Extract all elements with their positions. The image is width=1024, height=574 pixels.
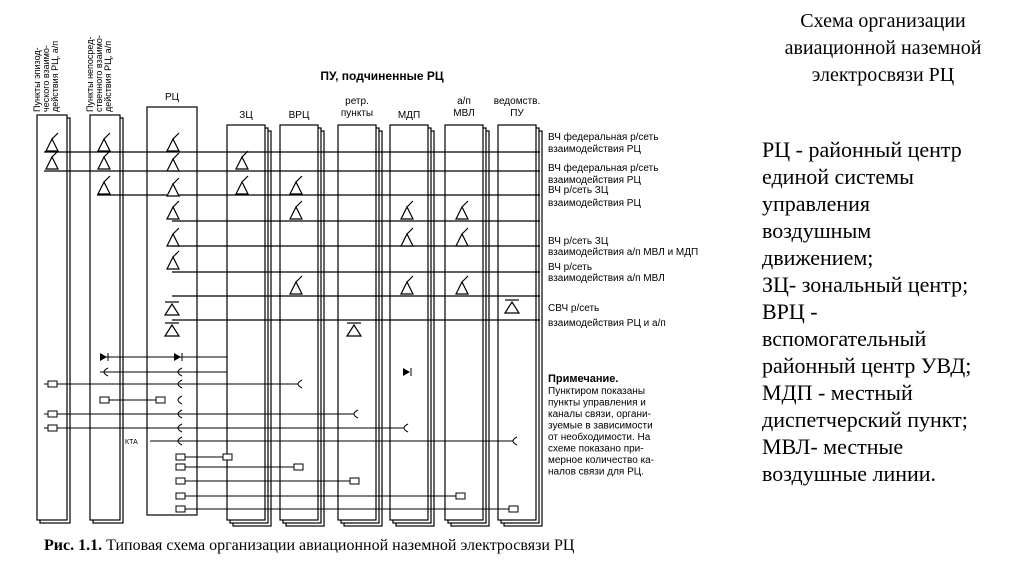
definition-line: РЦ - районный центр	[762, 137, 962, 162]
terminal-box-icon	[509, 506, 518, 512]
terminal-box-icon	[456, 493, 465, 499]
definition-line: МДП - местный	[762, 380, 913, 405]
definition-line: ЗЦ- зональный центр;	[762, 272, 969, 297]
terminal-box-icon	[176, 506, 185, 512]
network-label: ВЧ р/сеть ЗЦ	[548, 236, 609, 247]
episodic-points-rail	[37, 115, 67, 520]
note-line: каналы связи, органи-	[548, 409, 651, 420]
column-label: МВЛ	[453, 108, 475, 119]
definition-line: ВРЦ -	[762, 299, 818, 324]
slide-title	[742, 8, 1024, 89]
definition-line: вспомогательный	[762, 326, 927, 351]
terminal-box-icon	[176, 464, 185, 470]
column-label: ПУ	[510, 108, 524, 119]
terminal-box-icon	[48, 425, 57, 431]
column-label: ведомств.	[493, 96, 541, 107]
definition-line: движением;	[762, 245, 874, 270]
note-line: пункты управления и	[548, 397, 646, 409]
column-label: ретр.	[345, 96, 369, 107]
column-label-vertical: действия РЦ, а/п	[50, 40, 60, 112]
column-label: ЗЦ	[239, 110, 253, 121]
definition-line: воздушные линии.	[762, 461, 937, 486]
zc-rail	[227, 125, 265, 520]
note-title: Примечание.	[548, 373, 619, 385]
column-label: МДП	[397, 110, 421, 121]
column-label: а/п	[457, 96, 471, 107]
note-line: зуемые в зависимости	[548, 420, 653, 432]
definition-line: воздушным	[762, 218, 872, 243]
definitions-list	[762, 136, 1024, 487]
definition-line: единой системы	[762, 164, 914, 189]
network-label: взаимодействия РЦ	[548, 175, 641, 186]
column-label: РЦ	[164, 92, 180, 103]
slide-title-line: электросвязи РЦ	[811, 64, 955, 86]
note-line: налов связи для РЦ.	[548, 466, 644, 478]
network-label: взаимодействия РЦ	[548, 144, 641, 155]
mvl-rail	[445, 125, 483, 520]
slide-title-line: авиационной наземной	[784, 37, 982, 59]
column-label-vertical: ственного взаимо-	[94, 35, 104, 112]
network-label: взаимодействия а/п МВЛ	[548, 273, 665, 284]
column-label: ВРЦ	[288, 110, 310, 121]
terminal-box-icon	[48, 411, 57, 417]
terminal-box-icon	[156, 397, 165, 403]
network-label: ВЧ р/сеть	[548, 262, 593, 273]
terminal-box-icon	[223, 454, 232, 460]
definition-line: МВЛ- местные	[762, 434, 904, 459]
definition-line: управления	[762, 191, 871, 216]
terminal-box-icon	[100, 397, 109, 403]
note-line: схеме показано при-	[548, 443, 644, 455]
network-label: ВЧ федеральная р/сеть	[548, 163, 659, 174]
network-label: ВЧ р/сеть ЗЦ	[548, 185, 609, 196]
figure-caption-text: Типовая схема организации авиационной наземной электросвязи РЦ	[102, 537, 575, 554]
terminal-box-icon	[176, 454, 185, 460]
figure-caption	[44, 537, 574, 555]
column-label-vertical: Пункты непосред-	[85, 36, 95, 112]
terminal-box-icon	[176, 478, 185, 484]
figure-number: Рис. 1.1.	[44, 537, 103, 554]
network-label: СВЧ р/сеть	[548, 303, 600, 314]
definition-line: диспетчерский пункт;	[762, 407, 968, 432]
definition-line: районный центр УВД;	[762, 353, 972, 378]
terminal-box-icon	[176, 493, 185, 499]
terminal-box-icon	[350, 478, 359, 484]
kta-label: КТА	[125, 439, 138, 446]
terminal-box-icon	[48, 381, 57, 387]
direct-points-rail	[90, 115, 120, 520]
column-label-vertical: Пункты эпизод-	[32, 47, 42, 112]
network-label: взаимодействия РЦ и а/п	[548, 318, 666, 329]
network-label: взаимодействия а/п МВЛ и МДП	[548, 247, 699, 258]
note-line: мерное количество ка-	[548, 455, 655, 466]
slide-title-line: Схема организации	[800, 10, 966, 32]
note-line: Пунктиром показаны	[548, 386, 646, 397]
terminal-box-icon	[294, 464, 303, 470]
column-label: пункты	[340, 108, 374, 119]
network-label: ВЧ федеральная р/сеть	[548, 132, 659, 143]
column-label-vertical: ческого взаимо-	[41, 45, 51, 112]
note-line: от необходимости. На	[548, 432, 651, 443]
column-label-vertical: действия РЦ, а/п	[103, 40, 113, 112]
vrc-rail	[280, 125, 318, 520]
subordinate-centers-header: ПУ, подчиненные РЦ	[320, 69, 444, 83]
mdp-rail	[390, 125, 428, 520]
vedomstv-rail	[498, 125, 536, 520]
network-label: взаимодействия РЦ	[548, 198, 641, 209]
